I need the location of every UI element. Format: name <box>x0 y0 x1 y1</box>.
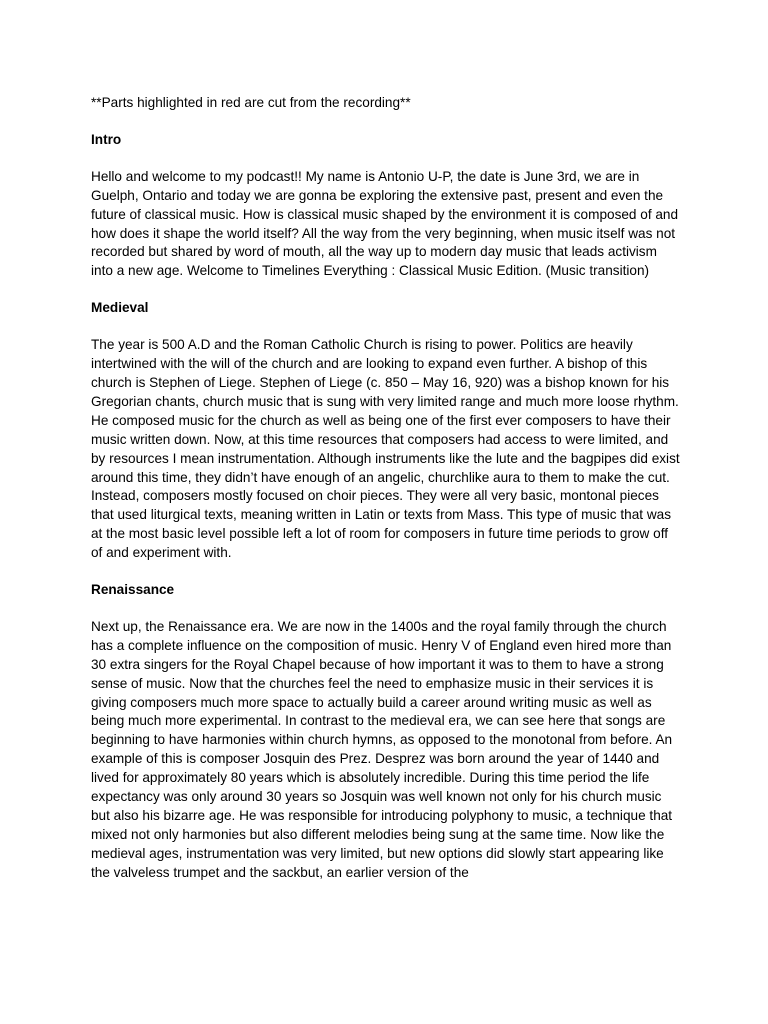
section-heading-medieval: Medieval <box>91 300 149 316</box>
section-heading-renaissance: Renaissance <box>91 582 175 598</box>
section-text-medieval: The year is 500 A.D and the Roman Catholic Church is rising to power. Politics are heavily intertwined with the will of the church and are looking to expand even further. A bishop of this church is Stephen of Liege. Stephen of Liege (c. 850 – May 16, 920) was a bishop known for his Gregorian chants, church music that is sung with very limited range and much more loose rhythm. He composed music for the church as well as being one of the first ever composers to have their music written down. Now, at this time resources that composers had access to were limited, and by resources I mean instrumentation. Although instruments like the lute and the bagpipes did exist around this time, they didn’t have enough of an angelic, churchlike aura to them to make the cut. Instead, composers mostly focused on choir pieces. They were all very basic, montonal pieces that used liturgical texts, meaning written in Latin or texts from Mass. This type of music that was at the most basic level possible left a lot of room for composers in future time periods to grow off of and experiment with. <box>91 337 680 561</box>
document-page <box>91 94 681 901</box>
section-text-intro: Hello and welcome to my podcast!! My name is Antonio U-P, the date is June 3rd, we are in Guelph, Ontario and today we are gonna be exploring the extensive past, present and even the future of classical music. How is classical music shaped by the environment it is composed of and how does it shape the world itself? All the way from the very beginning, when music itself was not recorded but shared by word of mouth, all the way up to modern day music that leads activism into a new age. Welcome to Timelines Everything : Classical Music Edition. (Music transition) <box>91 168 679 279</box>
section-heading-intro: Intro <box>91 131 122 147</box>
recording-note: **Parts highlighted in red are cut from the recording** <box>91 95 411 110</box>
section-text-renaissance: Next up, the Renaissance era. We are now in the 1400s and the royal family through the church has a complete influence on the composition of music. Henry V of England even hired more than 30 extra singers for the Royal Chapel because of how important it was to them to have a strong sense of music. Now that the churches feel the need to emphasize music in their services it is giving composers much more space to actually build a career around writing music as well as being much more experimental. In contrast to the medieval era, we can see here that songs are beginning to have harmonies within church hymns, as opposed to the monotonal from before. An example of this is composer Josquin des Prez. Desprez was born around the year of 1440 and lived for approximately 80 years which is absolutely incredible. During this time period the life expectancy was only around 30 years so Josquin was well known not only for his church music but also his bizarre age. He was responsible for introducing polyphony to music, a technique that mixed not only harmonies but also different melodies being sung at the same time. Now like the medieval ages, instrumentation was very limited, but new options did slowly start appearing like the valveless trumpet and the sackbut, an earlier version of the <box>91 618 673 880</box>
